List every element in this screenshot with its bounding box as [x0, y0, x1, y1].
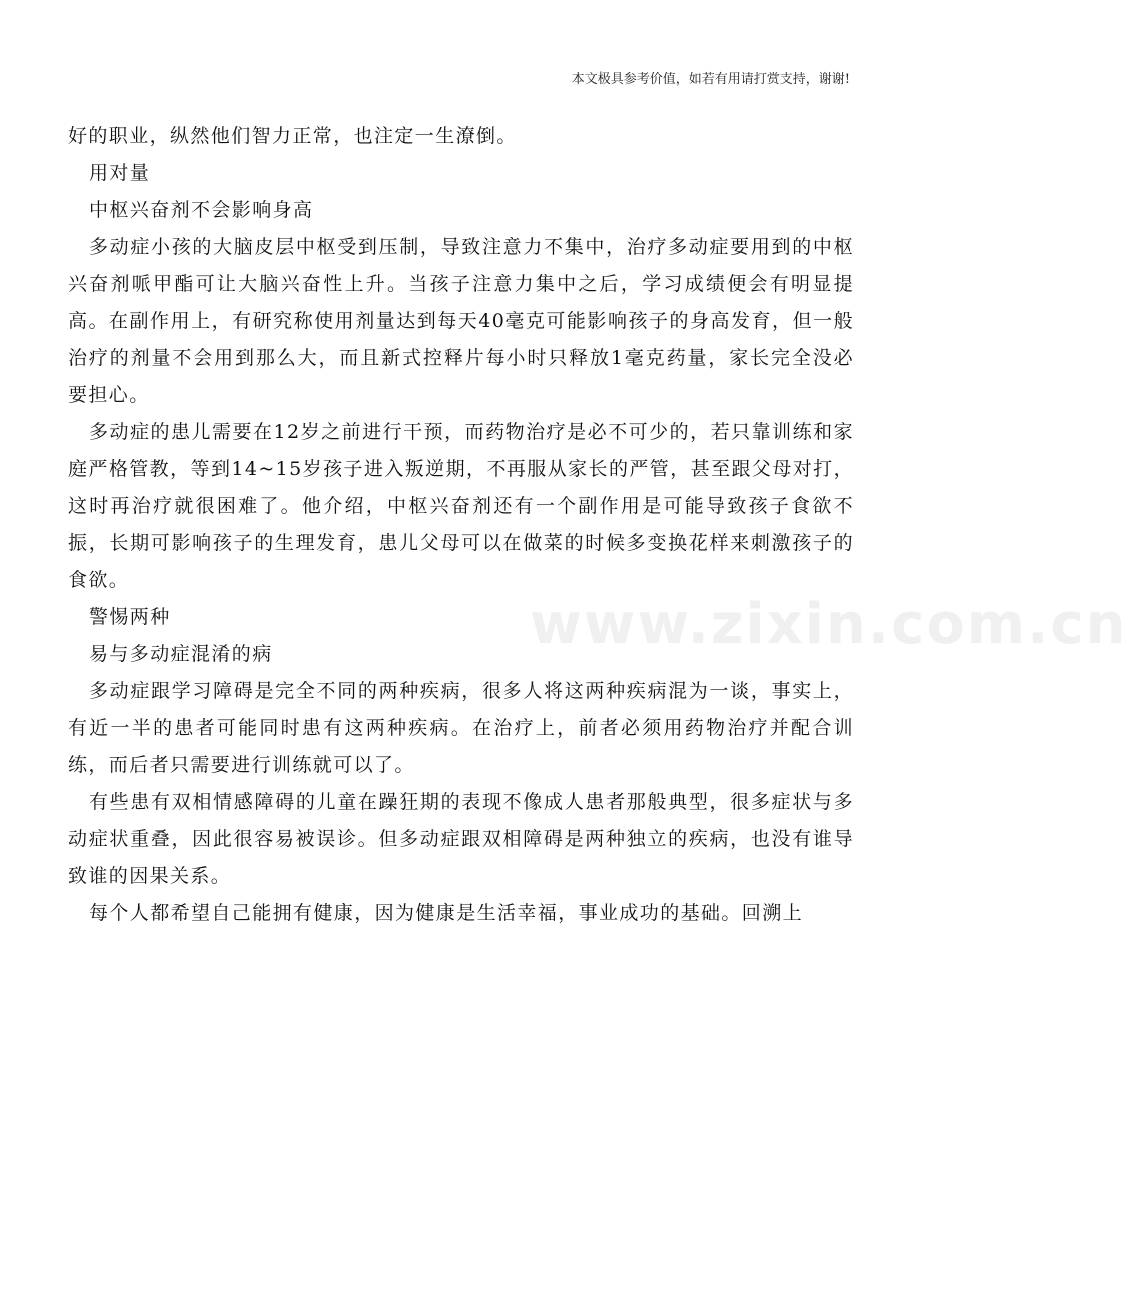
paragraph: 多动症小孩的大脑皮层中枢受到压制，导致注意力不集中，治疗多动症要用到的中枢兴奋剂哌甲酯可让大脑兴奋性上升。当孩子注意力集中之后，学习成绩便会有明显提高。在副作用上，有研究称使用剂量达到每天40毫克可能影响孩子的身高发育，但一般治疗的剂量不会用到那么大，而且新式控释片每小时只释放1毫克药量，家长完全没必要担心。 [68, 236, 854, 406]
watermark: www.zixin.com.cn [530, 592, 1128, 657]
header-note: 本文极具参考价值，如若有用请打赏支持，谢谢! [571, 72, 850, 87]
paragraph: 多动症的患儿需要在12岁之前进行干预，而药物治疗是必不可少的，若只靠训练和家庭严格管教，等到14~15岁孩子进入叛逆期，不再服从家长的严管，甚至跟父母对打，这时再治疗就很困难了。他介绍，中枢兴奋剂还有一个副作用是可能导致孩子食欲不振，长期可影响孩子的生理发育，患儿父母可以在做菜的时候多变换花样来刺激孩子的食欲。 [68, 421, 854, 591]
document-body [68, 118, 854, 932]
paragraph: 多动症跟学习障碍是完全不同的两种疾病，很多人将这两种疾病混为一谈，事实上，有近一半的患者可能同时患有这两种疾病。在治疗上，前者必须用药物治疗并配合训练，而后者只需要进行训练就可以了。 [68, 680, 854, 776]
section-heading-line-2: 易与多动症混淆的病 [89, 643, 273, 665]
paragraph: 有些患有双相情感障碍的儿童在躁狂期的表现不像成人患者那般典型，很多症状与多动症状重叠，因此很容易被误诊。但多动症跟双相障碍是两种独立的疾病，也没有谁导致谁的因果关系。 [68, 791, 854, 887]
section-heading-line-1: 警惕两种 [89, 606, 171, 628]
section-heading-line-2: 中枢兴奋剂不会影响身高 [89, 199, 314, 221]
paragraph-continuation: 好的职业，纵然他们智力正常，也注定一生潦倒。 [68, 125, 517, 147]
paragraph: 每个人都希望自己能拥有健康，因为健康是生活幸福，事业成功的基础。回溯上 [89, 902, 804, 924]
section-heading-line-1: 用对量 [89, 162, 151, 184]
